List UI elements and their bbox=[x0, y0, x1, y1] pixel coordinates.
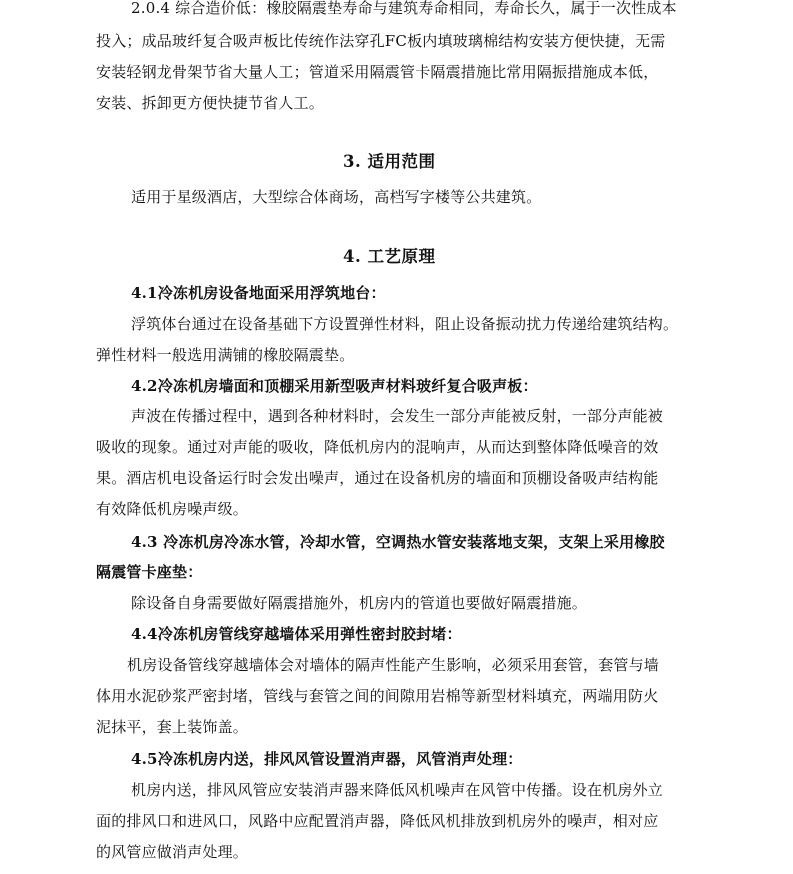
sub-4-2-title: 4.2冷冻机房墙面和顶棚采用新型吸声材料玻纤复合吸声板： bbox=[131, 377, 538, 395]
sub-4-5-line-1: 机房内送，排风风管应安装消声器来降低风机噪声在风管中传播。设在机房外立 bbox=[131, 781, 664, 799]
section-4-title: 4. 工艺原理 bbox=[343, 247, 436, 266]
sub-4-5-title: 4.5冷冻机房内送，排风风管设置消声器，风管消声处理： bbox=[131, 750, 523, 768]
sub-4-2-line-1: 声波在传播过程中，遇到各种材料时，会发生一部分声能被反射，一部分声能被 bbox=[131, 407, 664, 425]
sub-4-3-title-1: 4.3 冷冻机房冷冻水管，冷却水管，空调热水管安装落地支架，支架上采用橡胶 bbox=[131, 533, 665, 551]
sub-4-1-title: 4.1冷冻机房设备地面采用浮筑地台： bbox=[131, 284, 386, 302]
sub-4-3-title-2: 隔震管卡座垫： bbox=[96, 563, 203, 581]
sec204-line-3: 安装轻钢龙骨架节省大量人工；管道采用隔震管卡隔震措施比常用隔振措施成本低， bbox=[96, 63, 659, 81]
sub-4-5-line-2: 面的排风口和进风口，风路中应配置消声器，降低风机排放到机房外的噪声，相对应 bbox=[96, 812, 659, 830]
sec204-line-2: 投入；成品玻纤复合吸声板比传统作法穿孔FC板内填玻璃棉结构安装方便快捷，无需 bbox=[96, 32, 666, 50]
sub-4-4-line-3: 泥抹平，套上装饰盖。 bbox=[96, 718, 249, 736]
sub-4-2-line-4: 有效降低机房噪声级。 bbox=[96, 500, 249, 518]
sub-4-4-title: 4.4冷冻机房管线穿越墙体采用弹性密封胶封堵： bbox=[131, 625, 462, 643]
sub-4-4-line-2: 体用水泥砂浆严密封堵，管线与套管之间的间隙用岩棉等新型材料填充，两端用防火 bbox=[96, 687, 659, 705]
sec3-line-1: 适用于星级酒店，大型综合体商场，高档写字楼等公共建筑。 bbox=[131, 188, 542, 206]
sub-4-2-line-3: 果。酒店机电设备运行时会发出噪声，通过在设备机房的墙面和顶棚设备吸声结构能 bbox=[96, 469, 659, 487]
sub-4-2-line-2: 吸收的现象。通过对声能的吸收，降低机房内的混响声，从而达到整体降低噪音的效 bbox=[96, 438, 659, 456]
sub-4-5-line-3: 的风管应做消声处理。 bbox=[96, 843, 249, 861]
sub-4-3-line-1: 除设备自身需要做好隔震措施外，机房内的管道也要做好隔震措施。 bbox=[131, 594, 588, 612]
sub-4-1-line-1: 浮筑体台通过在设备基础下方设置弹性材料，阻止设备振动扰力传递给建筑结构。 bbox=[131, 315, 679, 333]
sub-4-1-line-2: 弹性材料一般选用满铺的橡胶隔震垫。 bbox=[96, 346, 355, 364]
sec204-line-4: 安装、拆卸更方便快捷节省人工。 bbox=[96, 94, 325, 112]
sub-4-4-line-1: 机房设备管线穿越墙体会对墙体的隔声性能产生影响，必须采用套管，套管与墙 bbox=[127, 656, 660, 674]
sec204-line-1: 2.0.4 综合造价低：橡胶隔震垫寿命与建筑寿命相同，寿命长久，属于一次性成本 bbox=[131, 0, 677, 17]
section-3-title: 3. 适用范围 bbox=[343, 152, 436, 171]
